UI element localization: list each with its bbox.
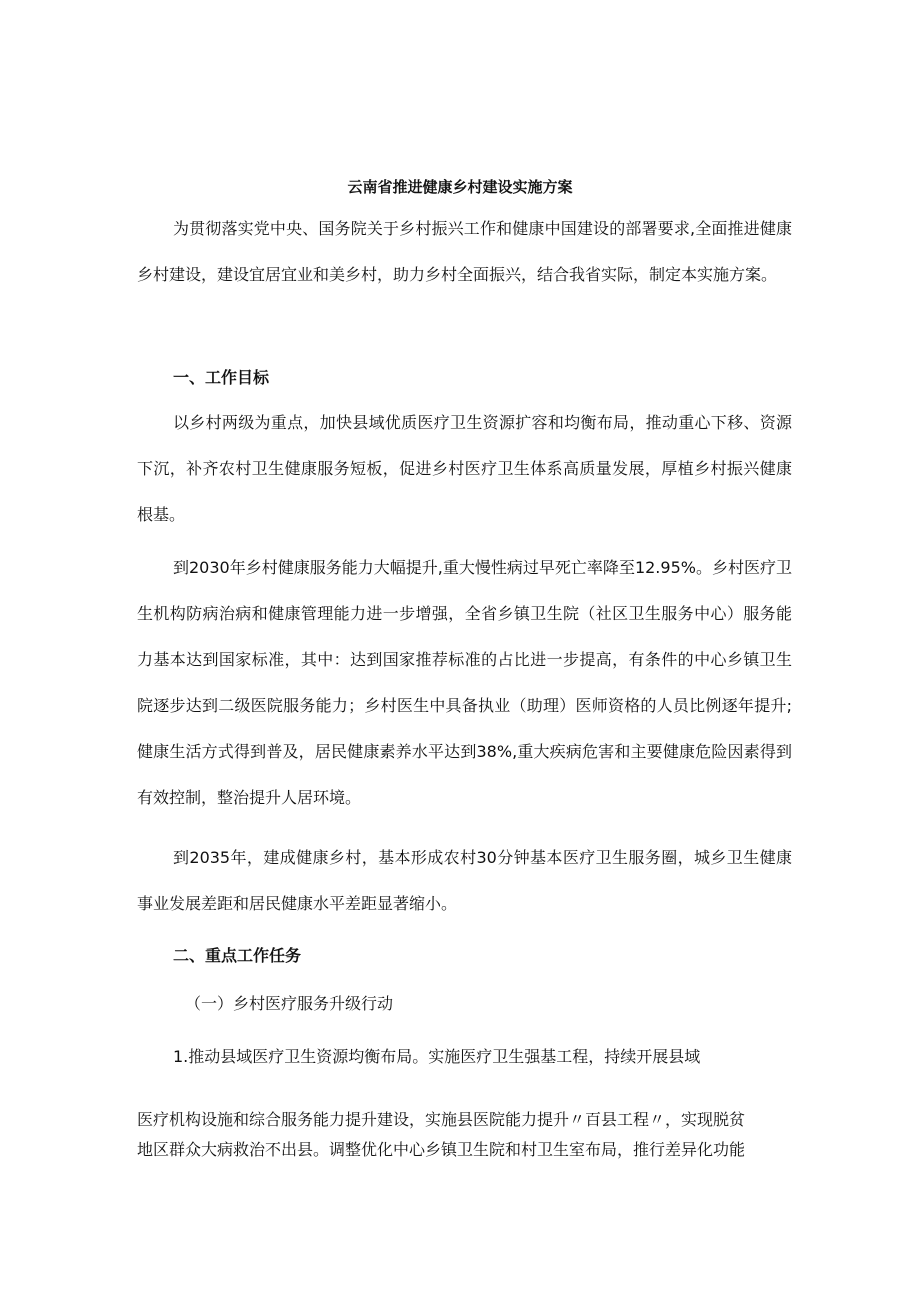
section-heading-tasks: 二、重点工作任务: [173, 946, 302, 965]
document-title: 云南省推进健康乡村建设实施方案: [347, 178, 573, 196]
intro-paragraph: 为贯彻落实党中央、国务院关于乡村振兴工作和健康中国建设的部署要求,全面推进健康乡村建设，建设宜居宜业和美乡村，助力乡村全面振兴，结合我省实际，制定本实施方案。: [137, 219, 792, 284]
goals-paragraph-1: 以乡村两级为重点，加快县域优质医疗卫生资源扩容和均衡布局，推动重心下移、资源下沉，补齐农村卫生健康服务短板，促进乡村医疗卫生体系高质量发展，厚植乡村振兴健康根基。: [137, 413, 792, 524]
task-item-1-line-3: 地区群众大病救治不出县。调整优化中心乡镇卫生院和村卫生室布局，推行差异化功能: [137, 1140, 746, 1159]
section-heading-goals: 一、工作目标: [173, 368, 270, 387]
goals-paragraph-2030: 到2030年乡村健康服务能力大幅提升,重大慢性病过早死亡率降至12.95%。乡村医疗卫生机构防病治病和健康管理能力进一步增强，全省乡镇卫生院（社区卫生服务中心）服务能力基本达到国家标准，其中：达到国家推荐标准的占比进一步提高，有条件的中心乡镇卫生院逐步达到二级医院服务能力；乡村医生中具备执业（助理）医师资格的人员比例逐年提升;健康生活方式得到普及，居民健康素养水平达到38%,重大疾病危害和主要健康危险因素得到有效控制，整治提升人居环境。: [137, 558, 792, 807]
task-item-1-line-2: 医疗机构设施和综合服务能力提升建设，实施县医院能力提升〃百县工程〃，实现脱贫: [137, 1110, 746, 1129]
task-item-1-first-line: 1.推动县域医疗卫生资源均衡布局。实施医疗卫生强基工程，持续开展县域: [173, 1047, 701, 1066]
goals-paragraph-2035: 到2035年，建成健康乡村，基本形成农村30分钟基本医疗卫生服务圈，城乡卫生健康事业发展差距和居民健康水平差距显著缩小。: [137, 848, 792, 913]
subsection-heading-medical-service: （一）乡村医疗服务升级行动: [185, 994, 394, 1013]
